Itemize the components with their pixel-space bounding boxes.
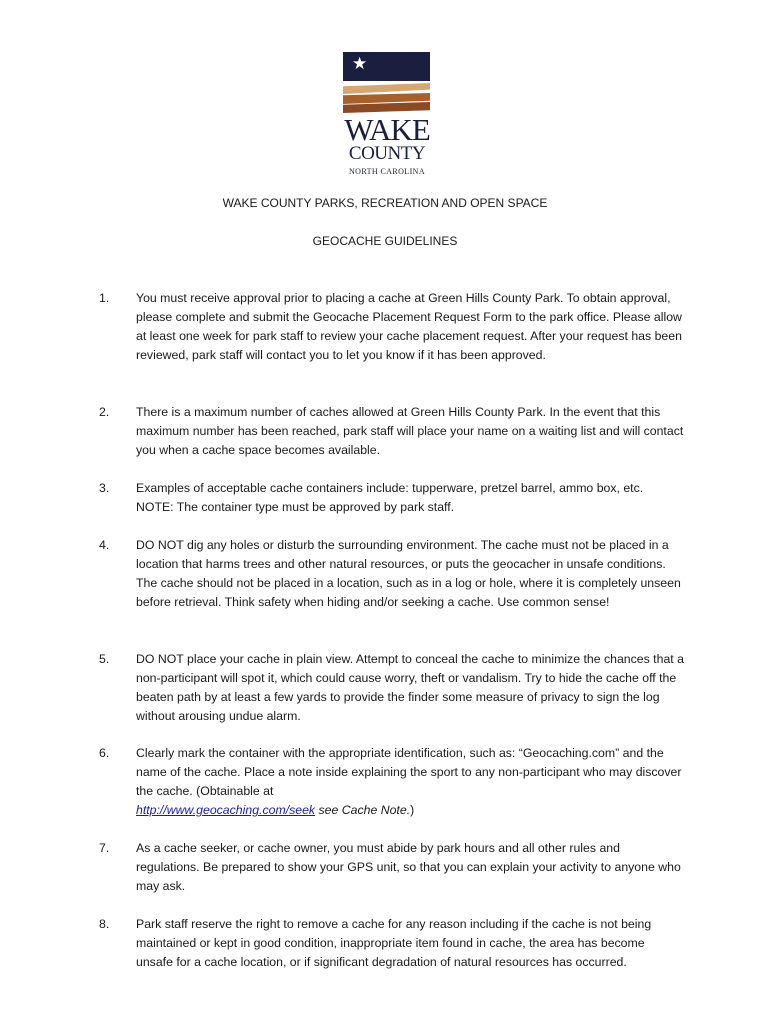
guideline-text: There is a maximum number of caches allowed at Green Hills County Park. In the event that this maximum number has been reached, park staff will place your name on a waiting list and will contact you when a cache space becomes available. xyxy=(136,405,684,457)
guideline-text: Examples of acceptable cache containers include: tupperware, pretzel barrel, ammo box, etc. NOTE: The container type must be approved by park staff. xyxy=(136,481,644,514)
logo-wake-text: WAKE xyxy=(344,112,430,147)
closing-paren: ) xyxy=(410,803,415,817)
guideline-text: Park staff reserve the right to remove a cache for any reason including if the cache is not being maintained or kept in good condition, inappropriate item found in cache, the area has become unsafe for a cache location, or if significant degradation of natural resources has occurred. xyxy=(136,917,652,969)
star-icon: ★ xyxy=(352,54,368,73)
guideline-number: 4. xyxy=(99,538,110,552)
guideline-text: You must receive approval prior to placing a cache at Green Hills County Park. To obtain approval, please complete and submit the Geocache Placement Request Form to the park office. Please allow at least one week for park staff to review your cache placement request. After your request has been reviewed, park staff will contact you to let you know if it has been approved. xyxy=(136,291,682,362)
logo-county-text: COUNTY xyxy=(348,143,426,164)
logo-star-band xyxy=(343,52,430,81)
guideline-text: As a cache seeker, or cache owner, you must abide by park hours and all other rules and regulations. Be prepared to show your GPS unit, so that you can explain your activity to anyone who may ask. xyxy=(136,841,681,893)
guideline-number: 2. xyxy=(99,405,110,419)
guideline-number: 5. xyxy=(99,652,110,666)
guideline-text: Clearly mark the container with the appropriate identification, such as: “Geocaching.com” and the name of the cache. Place a note inside explaining the sport to any non-participant who may discover the cache. (Obtainable at xyxy=(136,746,682,798)
guideline-text: DO NOT place your cache in plain view. Attempt to conceal the cache to minimize the chances that a non-participant will spot it, which could cause worry, theft or vandalism. Try to hide the cache off the beaten path by at least a few yards to provide the finder some measure of privacy to sign the log without arousing undue alarm. xyxy=(136,652,684,723)
cache-note-text: see Cache Note. xyxy=(315,803,411,817)
logo-stripe-tan xyxy=(343,83,430,94)
guideline-number: 8. xyxy=(99,917,110,931)
logo-state-text: NORTH CAROLINA xyxy=(348,167,425,176)
wake-county-logo xyxy=(342,52,432,178)
guideline-number: 3. xyxy=(99,481,110,495)
guideline-number: 7. xyxy=(99,841,110,855)
guideline-text: DO NOT dig any holes or disturb the surrounding environment. The cache must not be placed in a location that harms trees and other natural resources, or puts the geocacher in unsafe conditions. The cache should not be placed in a location, such as in a log or hole, where it is completely unseen before retrieval. Think safety when hiding and/or seeking a cache. Use common sense! xyxy=(136,538,681,609)
geocaching-seek-link[interactable]: http://www.geocaching.com/seek xyxy=(136,803,316,817)
guideline-number: 6. xyxy=(99,746,110,760)
guideline-number: 1. xyxy=(99,291,110,305)
document-title: WAKE COUNTY PARKS, RECREATION AND OPEN SPACE xyxy=(222,196,548,210)
guideline-text-block xyxy=(136,744,684,820)
logo-stripe-rust xyxy=(343,93,430,104)
document-subtitle: GEOCACHE GUIDELINES xyxy=(312,234,458,248)
